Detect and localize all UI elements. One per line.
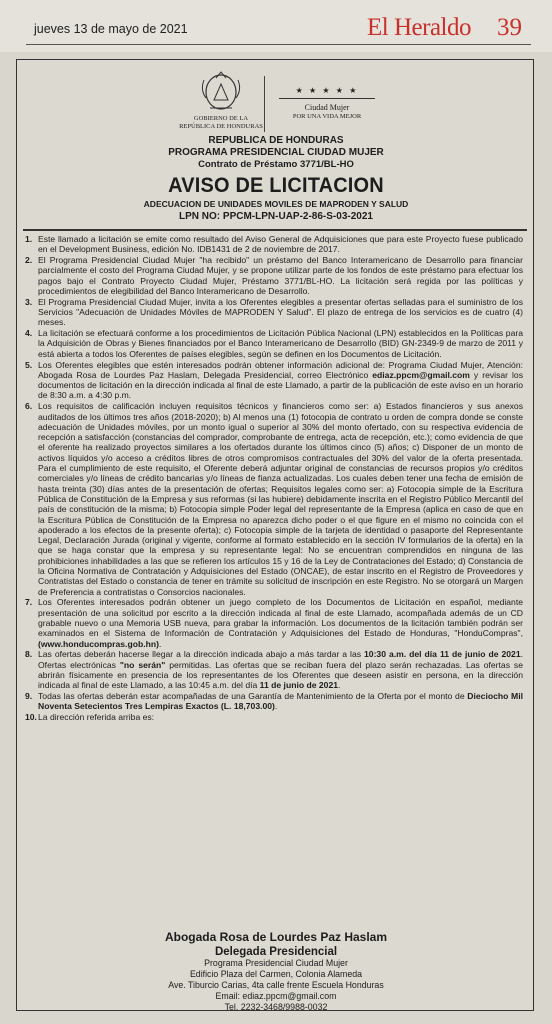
page-number: 39 (497, 14, 522, 41)
item-number: 5. (25, 359, 33, 370)
program-heading: PROGRAMA PRESIDENCIAL CIUDAD MUJER (168, 147, 384, 158)
newspaper-header (0, 0, 552, 52)
list-item (25, 297, 523, 328)
loan-contract-heading: Contrato de Préstamo 3771/BL-HO (198, 159, 354, 170)
honduras-seal-icon (192, 70, 250, 112)
ciudad-mujer-logo-title: Ciudad Mujer (304, 103, 350, 112)
notice-title: AVISO DE LICITACION (168, 174, 384, 197)
header-rule (26, 44, 531, 45)
signatory-name: Abogada Rosa de Lourdes Paz Haslam (164, 930, 388, 944)
item-text: La licitación se efectuará conforme a los procedimientos de Licitación Pública Nacional (LPN) establecidos en la Políticas para la Adquisición de Obras y Bienes financiados por el Banco Interamericano de Desarrollo (BID) GN-2349-9 de marzo de 2011 y está abierta a todos los Oferentes de países elegibles, según se definen en los Documentos de Licitación. (38, 328, 523, 359)
notice-box (16, 59, 534, 1011)
republic-heading: REPUBLICA DE HONDURAS (208, 135, 344, 146)
item-number: 8. (25, 649, 33, 660)
item-text: Todas las ofertas deberán estar acompañadas de una Garantía de Mantenimiento de la Oferta por el monto de Dieciocho Mil Noventa Setecientos Tres Lempiras Exactos (L. 18,703.00). (38, 691, 523, 712)
item-text: Este llamado a licitación se emite como resultado del Aviso General de Adquisiciones que para este Proyecto fuese publicado en el Development Business, edición No. IDB1431 de 2 de noviembre de 2017. (38, 234, 523, 255)
lpn-number: LPN NO: PPCM-LPN-UAP-2-86-S-03-2021 (179, 211, 373, 222)
item-text: Las ofertas deberán hacerse llegar a la dirección indicada abajo a más tardar a las 10:30 a.m. del día 11 de junio de 2021. Ofertas electrónicas "no serán" permitidas. Las ofertas que se reciban fuera del plazo serán rechazadas. Las ofertas se abrirán físicamente en presencia de los representantes de los Oferentes que deseen asistir en persona, en la dirección indicada al final de este Llamado, a las 10:45 a.m. del día 11 de junio de 2021. (38, 649, 524, 691)
publication-date: jueves 13 de mayo de 2021 (34, 22, 188, 36)
item-number: 2. (25, 255, 33, 266)
list-item (25, 328, 523, 359)
item-number: 1. (25, 234, 33, 244)
signatory-phone: Tel. 2232-3468/9988-0032 (224, 1002, 328, 1012)
list-item (25, 401, 523, 597)
list-item (25, 255, 523, 296)
signatory-building: Edificio Plaza del Carmen, Colonia Alameda (189, 969, 363, 979)
section-rule (23, 229, 527, 231)
item-text: Los requisitos de calificación incluyen requisitos técnicos y financieros como ser: a) Estados financieros y sus anexos auditados de los últimos tres años (2018-2020); b) Al menos una (1) fotocopia de contrato u orden de compra donde se conste adecuación de Unidades móviles, por un monto igual o superior al 30% del monto ofertado, con su respectiva evidencia de recepción a satisfacción (constancias del comprador, comprobante de entrega, acta de recepción, etc.); como evidencia de que el oferente ha realizado proyectos similares a los ofertados durante los últimos cinco (5) años; c) Disponer de un monto de activos líquidos y/o acceso a créditos libres de otros compromisos contractuales del 30% del valor de la oferta presentada. Para el cumplimiento de este requisito, el Oferente deberá adjuntar original de constancias de recursos propios y/o créditos comerciales y/o líneas de crédito bancarias y/o líneas de fianza actualizadas. Los cuales deben tener una fecha de emisión de hasta treinta (30) días antes de la presentación de ofertas; Requisitos legales como ser: a) Fotocopia simple de la Escritura Pública de Constitución de la Empresa y sus reformas (si las hubiere) debidamente inscrita en el Registro Público Mercantil del país de constitución de la misma; b) Fotocopia simple Poder legal del representante de la Empresa (aplica en caso de que en la Escritura Pública de Constitución de la Empresa no aparezca dicho poder o el que figure en el mismo no coincida con el apoderado a los efectos de la presente oferta); c) Fotocopia simple de la tarjeta de identidad o pasaporte del Representante Legal, Declaración Jurada (original y vigente, conforme al formato establecido en la sección IV formularios de la oferta) en la que se haga constar que la empresa y su representante legal: No se encuentran comprendidos en ninguna de las prohibiciones inhabilidades a las que se refieren los artículos 15 y 16 de la Ley de Contrataciones del Estado; d) Constancia de la Oficina Normativa de Contratación y Adquisiciones del Estado (ONCAE), de estar inscrito en el Registro de Proveedores y Contratistas del Estado o constancia de tener en trámite su solicitud de inscripción en este Registro. No se otorgará un Margen de Preferencia a contratistas o Consorcios nacionales. (38, 401, 523, 597)
item-number: 7. (25, 597, 33, 608)
logo-divider (264, 76, 265, 132)
gov-label-1: GOBIERNO DE LA (193, 115, 249, 122)
signatory-org: Programa Presidencial Ciudad Mujer (204, 958, 348, 968)
stars-icon: ★ ★ ★ ★ ★ (295, 86, 359, 95)
signatory-address: Ave. Tiburcio Carias, 4ta calle frente Escuela Honduras (168, 980, 384, 990)
item-number: 4. (25, 328, 33, 339)
notice-subtitle: ADECUACION DE UNIDADES MOVILES DE MAPRODEN Y SALUD (143, 199, 409, 209)
signatory-email: Email: ediaz.ppcm@gmail.com (215, 991, 337, 1001)
item-number: 6. (25, 401, 33, 412)
signatory-role: Delegada Presidencial (214, 946, 338, 958)
item-text: El Programa Presidencial Ciudad Mujer "ha recibido" un préstamo del Banco Interamericano de Desarrollo para financiar parcialmente el costo del Programa Ciudad Mujer, y se propone utilizar parte de los fondos de este préstamo para efectuar los pagos bajo el Contrato Proyecto Ciudad Mujer, Préstamo 3771/BL-HO. La licitación será regida por las políticas y procedimientos de elegibilidad del Banco Interamericano de Desarrollo. (38, 255, 523, 296)
gov-label-2: REPÚBLICA DE HONDURAS (179, 123, 263, 130)
list-item (25, 712, 523, 722)
signature-block (17, 930, 535, 1013)
notice-items (25, 234, 523, 723)
item-number: 9. (25, 691, 33, 702)
list-item (25, 360, 523, 401)
ciudad-mujer-rule (279, 98, 375, 99)
ciudad-mujer-tagline: POR UNA VIDA MEJOR (292, 113, 362, 120)
item-text: Los Oferentes elegibles que estén interesados podrán obtener información adicional de: Programa Ciudad Mujer, Atención: Abogada Rosa de Lourdes Paz Haslam, Delegada Presidencial, correo Electrónico ediaz.ppcm@gmail.com y revisar los documentos de licitación en la dirección indicada al final de este Llamado, a partir de la publicación de este aviso en un horario de 8:30 a.m. a 4:30 p.m. (38, 359, 523, 401)
list-item (25, 691, 523, 712)
item-text: La dirección referida arriba es: (38, 712, 155, 723)
logo-row (17, 68, 535, 134)
item-number: 10. (25, 712, 37, 723)
newspaper-name: El Heraldo (367, 14, 471, 41)
item-text: Los Oferentes interesados podrán obtener un juego completo de los Documentos de Licitación en español, mediante presentación de una solicitud por escrito a la dirección indicada al final de este Llamado, acompañada además de un CD grabable nuevo o una Memoria USB nueva, para grabar la información. Los documentos de la licitación también podrán ser examinados en el Sistema de Información de Contratación y Adquisiciones del Estado de Honduras, "HonduCompras", (www.honducompras.gob.hn). (38, 597, 523, 649)
item-number: 3. (25, 296, 33, 307)
list-item (25, 597, 523, 648)
list-item (25, 234, 523, 255)
list-item (25, 649, 523, 690)
item-text: El Programa Presidencial Ciudad Mujer, invita a los Oferentes elegibles a presentar ofertas selladas para el suministro de los Servicios "Adecuación de Unidades Móviles de MAPRODEN Y Salud". El plazo de entrega de los servicios es de cuatro (4) meses. (38, 296, 523, 328)
